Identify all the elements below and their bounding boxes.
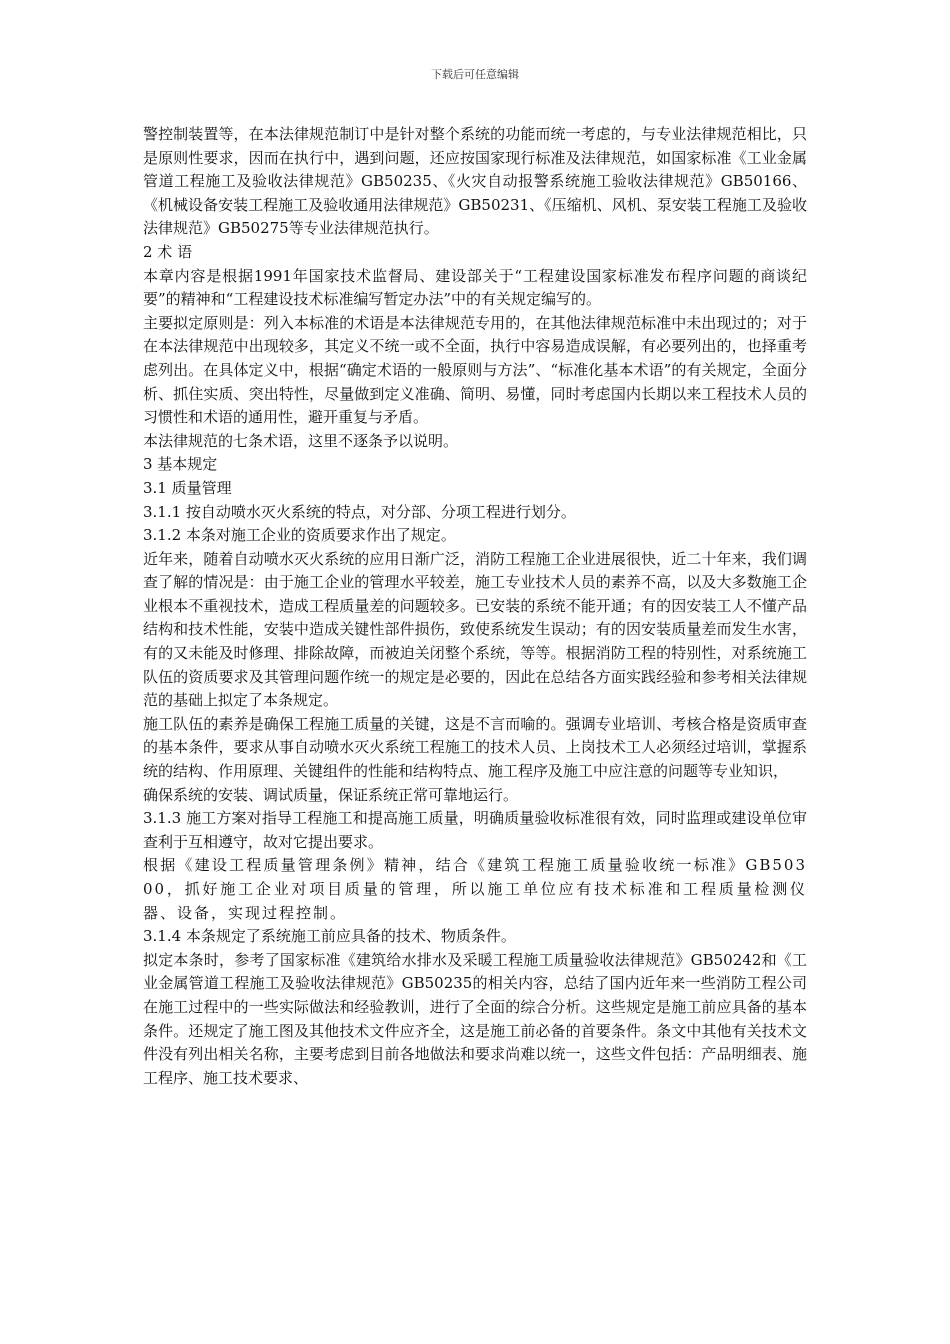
paragraph-terms-principles: 主要拟定原则是：列入本标准的术语是本法律规范专用的，在其他法律规范标准中未出现过的；对于在本法律规范中出现较多，其定义不统一或不全面，执行中容易造成误解，有必要列出的，也择重考虑列出。在具体定义中，根据“确定术语的一般原则与方法”、“标准化基本术语”的有关规定，全面分析、抓住实质、突出特性，尽量做到定义准确、简明、易懂，同时考虑国内长期以来工程技术人员的习惯性和术语的通用性，避开重复与矛盾。 <box>143 313 807 427</box>
clause-3-1-4: 3.1.4 本条规定了系统施工前应具备的技术、物质条件。 <box>143 927 516 946</box>
paragraph-terms-basis: 本章内容是根据1991年国家技术监督局、建设部关于“工程建设国家标准发布程序问题的商谈纪要”的精神和“工程建设技术标准编写暂定办法”中的有关规定编写的。 <box>143 266 807 309</box>
paragraph-drafting-notes: 拟定本条时，参考了国家标准《建筑给水排水及采暖工程施工质量验收法律规范》GB50242和《工业金属管道工程施工及验收法律规范》GB50235的相关内容，总结了国内近年来一些消防工程公司在施工过程中的一些实际做法和经验教训，进行了全面的综合分析。这些规定是施工前应具备的基本条件。还规定了施工图及其他技术文件应齐全，这是施工前必备的首要条件。条文中其他有关技术文件没有列出相关名称，主要考虑到目前各地做法和要求尚难以统一，这些文件包括：产品明细表、施工程序、施工技术要求、 <box>143 950 807 1087</box>
section-heading-basic-rules: 3 基本规定 <box>143 455 218 474</box>
clause-3-1-2: 3.1.2 本条对施工企业的资质要求作出了规定。 <box>143 526 456 545</box>
paragraph-recent-years: 近年来，随着自动喷水灭火系统的应用日渐广泛，消防工程施工企业进展很快，近二十年来，我们调查了解的情况是：由于施工企业的管理水平较差，施工专业技术人员的素养不高，以及大多数施工企业根本不重视技术，造成工程质量差的问题较多。已安装的系统不能开通；有的因安装工人不懂产品结构和技术性能，安装中造成关键性部件损伤，致使系统发生误动；有的因安装质量差而发生水害，有的又未能及时修理、排除故障，而被迫关闭整个系统，等等。根据消防工程的特别性，对系统施工队伍的资质要求及其管理问题作统一的规定是必要的，因此在总结各方面实践经验和参考相关法律规范的基础上拟定了本条规定。 <box>143 549 807 710</box>
clause-3-1-1: 3.1.1 按自动喷水灭火系统的特点，对分部、分项工程进行划分。 <box>143 502 576 521</box>
document-body <box>143 123 807 1090</box>
paragraph-ensure-quality: 确保系统的安装、调试质量，保证系统正常可靠地运行。 <box>143 785 519 804</box>
section-heading-terms: 2 术 语 <box>143 242 193 261</box>
paragraph-team-quality: 施工队伍的素养是确保工程施工质量的关键，这是不言而喻的。强调专业培训、考核合格是资质审查的基本条件，要求从事自动喷水灭火系统工程施工的技术人员、上岗技术工人必须经过培训，掌握系统的结构、作用原理、关键组件的性能和结构特点、施工程序及施工中应注意的问题等专业知识， <box>143 714 807 781</box>
subsection-heading-quality: 3.1 质量管理 <box>143 478 232 497</box>
paragraph-terms-count: 本法律规范的七条术语，这里不逐条予以说明。 <box>143 431 459 450</box>
paragraph-intro-continuation: 警控制装置等，在本法律规范制订中是针对整个系统的功能而统一考虑的，与专业法律规范相比，只是原则性要求，因而在执行中，遇到问题，还应按国家现行标准及法律规范，如国家标准《工业金属管道工程施工及验收法律规范》GB50235、《火灾自动报警系统施工验收法律规范》GB50166、《机械设备安装工程施工及验收通用法律规范》GB50231、《压缩机、风机、泵安装工程施工及验收法律规范》GB50275等专业法律规范执行。 <box>143 125 807 238</box>
page-header: 下载后可任意编辑 <box>431 68 519 81</box>
clause-3-1-3: 3.1.3 施工方案对指导工程施工和提高施工质量，明确质量验收标准很有效，同时监理或建设单位审查利于互相遵守，故对它提出要求。 <box>143 809 807 851</box>
paragraph-regulation-basis: 根据《建设工程质量管理条例》精神，结合《建筑工程施工质量验收统一标准》GB50300，抓好施工企业对项目质量的管理，所以施工单位应有技术标准和工程质量检测仪器、设备，实现过程控制。 <box>143 856 807 922</box>
